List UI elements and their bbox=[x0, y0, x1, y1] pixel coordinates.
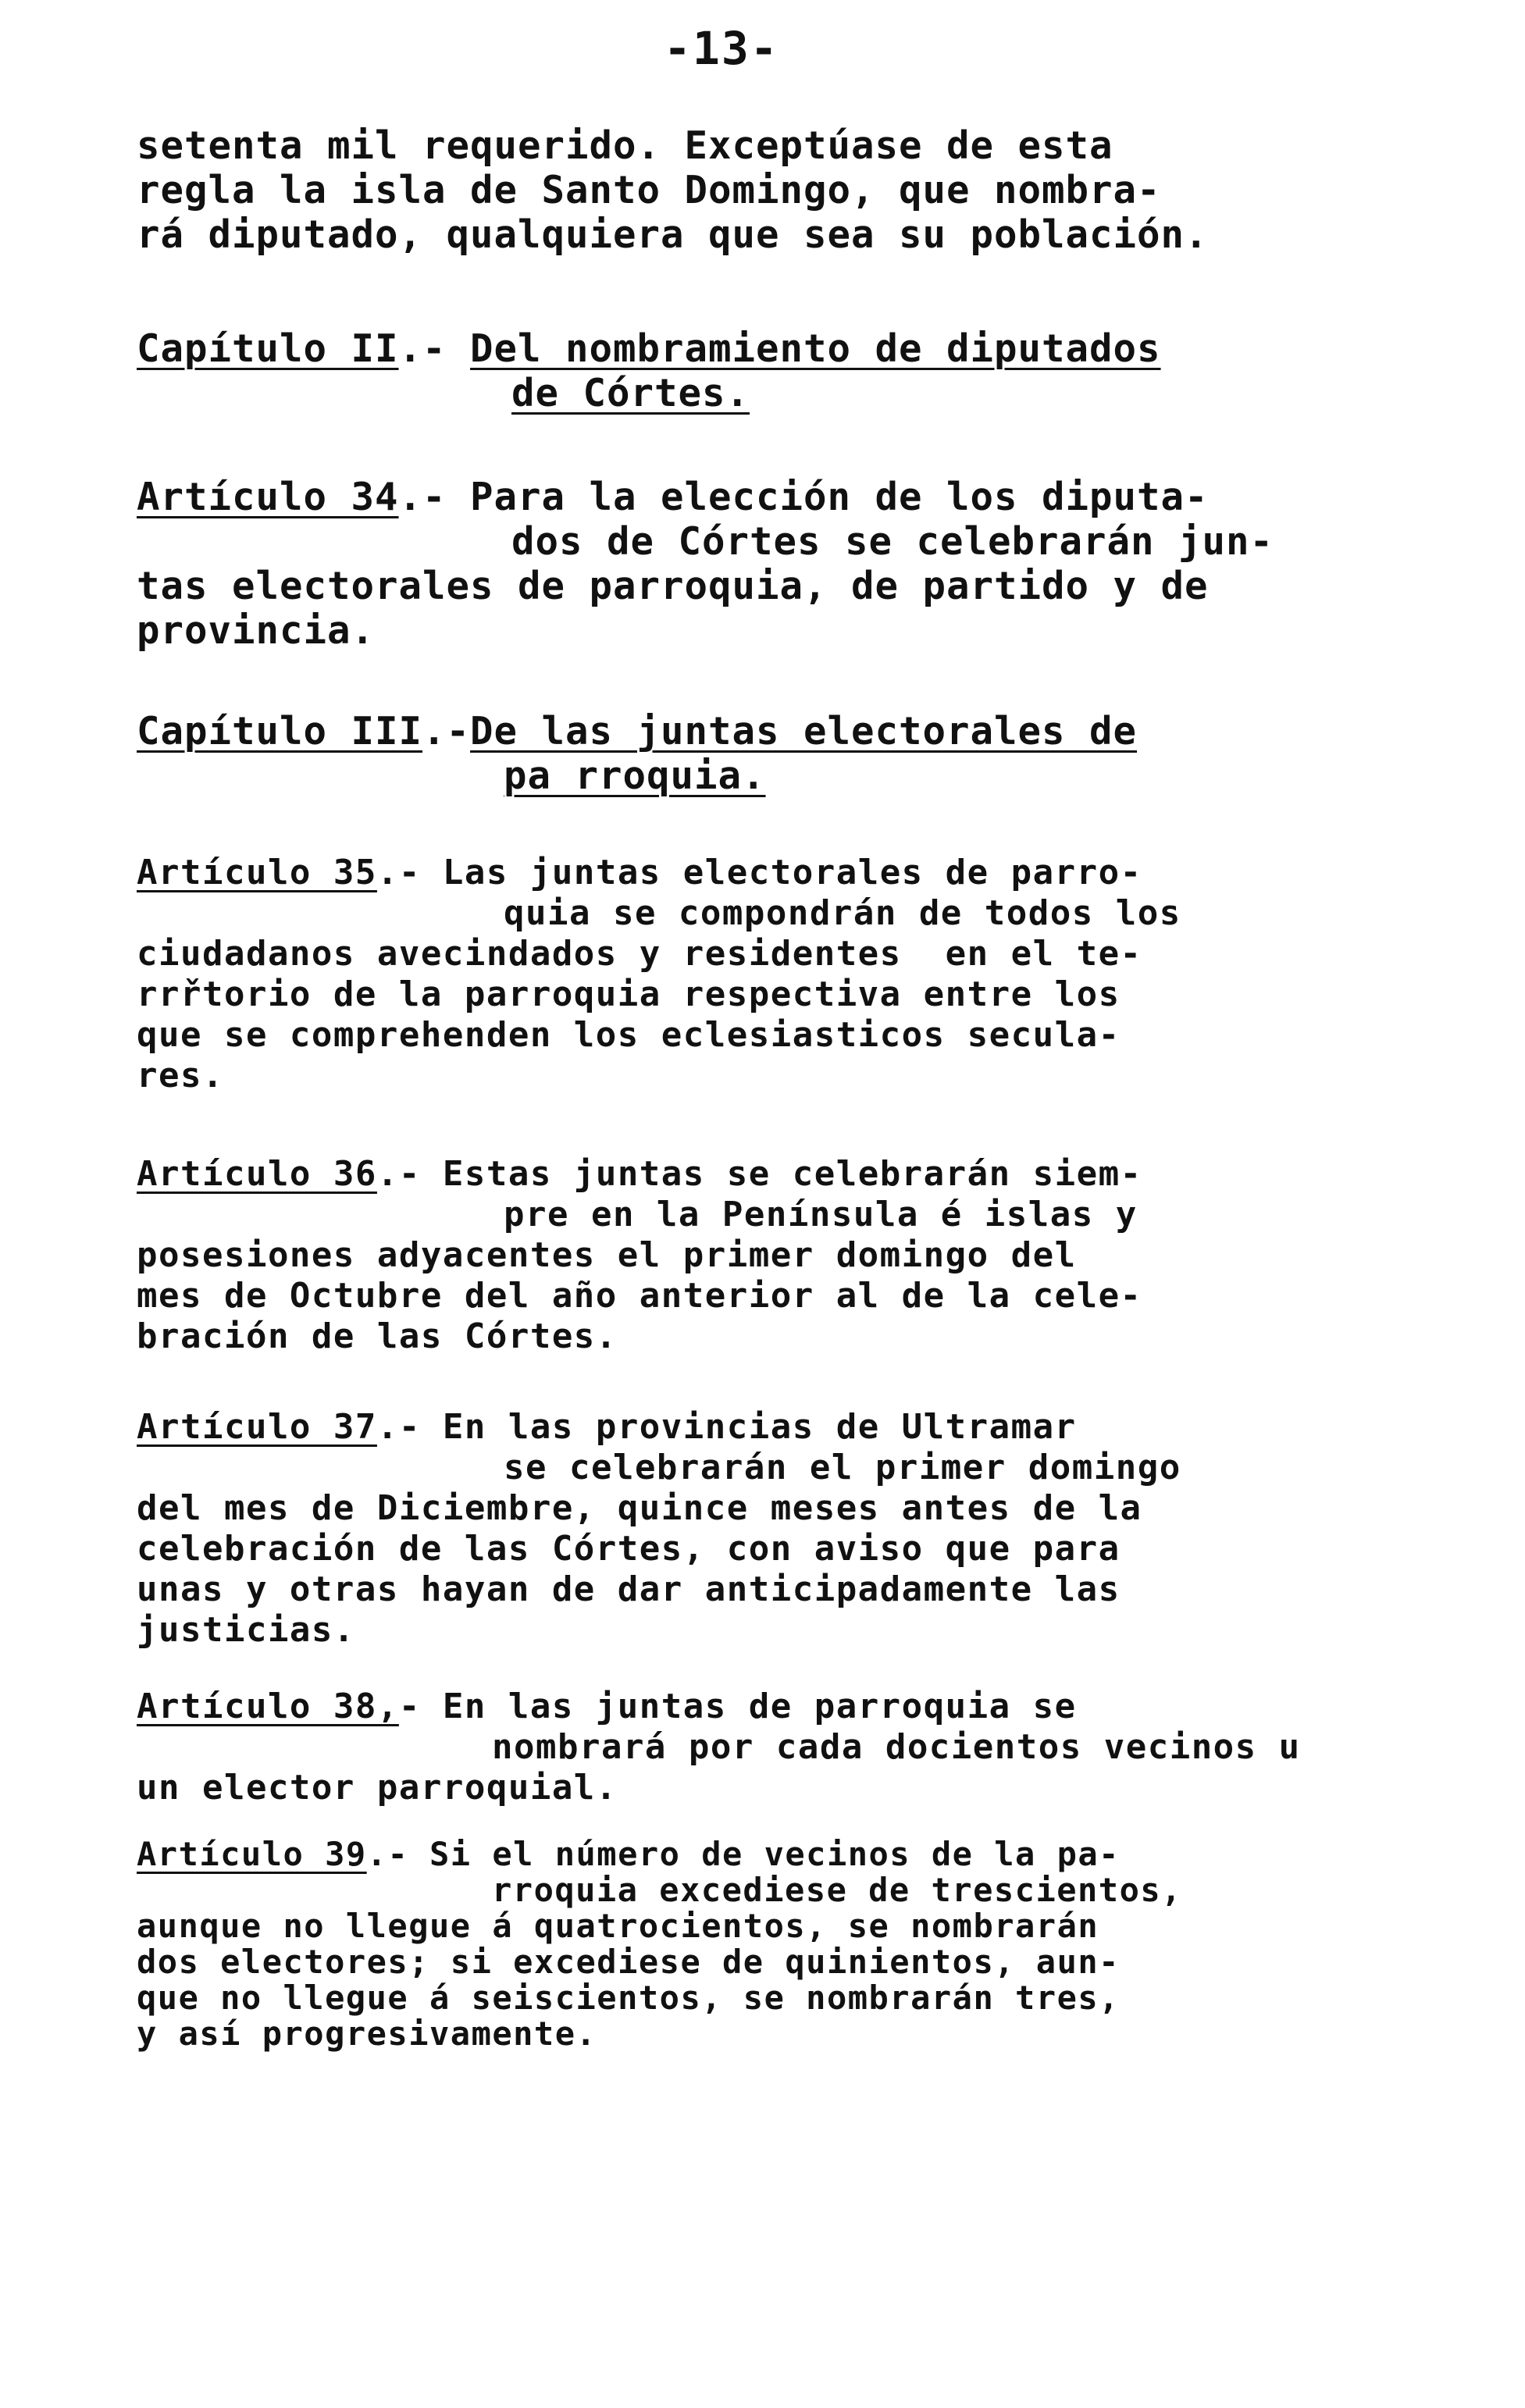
text-line: provincia. bbox=[137, 608, 376, 653]
article-38 bbox=[137, 1687, 1386, 1808]
intro-paragraph bbox=[137, 123, 1386, 257]
article-first-line bbox=[137, 475, 1386, 519]
page-number: -13- bbox=[664, 22, 779, 75]
article-text: Las juntas electorales de parro- bbox=[442, 853, 1142, 892]
article-first-line bbox=[137, 1407, 1386, 1448]
text-line: justicias. bbox=[137, 1610, 355, 1650]
article-37 bbox=[137, 1407, 1386, 1651]
article-label: Artículo 35 bbox=[137, 853, 377, 892]
article-first-line bbox=[137, 1836, 1386, 1872]
article-35 bbox=[137, 853, 1386, 1096]
article-separator: .- bbox=[376, 1154, 443, 1194]
article-label: Artículo 37 bbox=[137, 1407, 377, 1447]
text-line: mes de Octubre del año anterior al de la cele- bbox=[137, 1276, 1142, 1316]
article-separator: .- bbox=[366, 1835, 430, 1873]
text-line: un elector parroquial. bbox=[137, 1768, 618, 1808]
text-line: rroquia excediese de trescientos, bbox=[492, 1871, 1182, 1909]
chapter-separator: .- bbox=[398, 326, 471, 371]
chapter-title-continuation bbox=[137, 371, 1386, 415]
text-line: rrřtorio de la parroquia respectiva entre los bbox=[137, 974, 1121, 1014]
article-label: Artículo 38, bbox=[137, 1687, 399, 1726]
article-first-line bbox=[137, 1154, 1386, 1195]
chapter-label: Capítulo II bbox=[137, 326, 399, 371]
article-separator: .- bbox=[398, 475, 471, 519]
article-39 bbox=[137, 1836, 1386, 2052]
chapter-2-heading bbox=[137, 326, 1386, 415]
article-36 bbox=[137, 1154, 1386, 1357]
text-line: tas electorales de parroquia, de partido y de bbox=[137, 564, 1209, 608]
text-line: que se comprehenden los eclesiasticos secula- bbox=[137, 1015, 1121, 1055]
chapter-label: Capítulo III bbox=[137, 709, 423, 753]
article-text: En las provincias de Ultramar bbox=[442, 1407, 1077, 1447]
text-line: setenta mil requerido. Exceptúase de esta bbox=[137, 123, 1113, 168]
text-line: que no llegue á seiscientos, se nombrarán tres, bbox=[137, 1979, 1120, 2017]
article-text: Para la elección de los diputa- bbox=[470, 475, 1209, 519]
text-line: regla la isla de Santo Domingo, que nombra- bbox=[137, 168, 1161, 212]
article-first-line bbox=[137, 853, 1386, 893]
text-line: aunque no llegue á quatrocientos, se nombrarán bbox=[137, 1907, 1099, 1945]
article-separator: - bbox=[398, 1687, 443, 1726]
chapter-title-continuation bbox=[137, 753, 1386, 798]
text-line: se celebrarán el primer domingo bbox=[504, 1448, 1181, 1487]
chapter-title: Del nombramiento de diputados bbox=[470, 326, 1161, 371]
article-label: Artículo 34 bbox=[137, 475, 399, 519]
article-separator: .- bbox=[376, 1407, 443, 1447]
chapter-separator: .- bbox=[422, 709, 471, 753]
text-line: nombrará por cada docientos vecinos u bbox=[492, 1727, 1301, 1767]
article-label: Artículo 36 bbox=[137, 1154, 377, 1194]
article-text: Estas juntas se celebrarán siem- bbox=[442, 1154, 1142, 1194]
chapter-title: De las juntas electorales de bbox=[470, 709, 1138, 753]
text-line: ciudadanos avecindados y residentes en el te- bbox=[137, 934, 1142, 974]
text-line: rá diputado, qualquiera que sea su población. bbox=[137, 212, 1209, 257]
chapter-title: pa rroquia. bbox=[504, 753, 766, 798]
article-text: En las juntas de parroquia se bbox=[442, 1687, 1077, 1726]
text-line: quia se compondrán de todos los bbox=[504, 893, 1181, 933]
text-line: del mes de Diciembre, quince meses antes de la bbox=[137, 1488, 1142, 1528]
chapter-heading-line bbox=[137, 326, 1386, 371]
chapter-heading-line bbox=[137, 709, 1386, 753]
text-line: dos de Córtes se celebrarán jun- bbox=[511, 519, 1274, 564]
article-first-line bbox=[137, 1687, 1386, 1727]
article-text: Si el número de vecinos de la pa- bbox=[429, 1835, 1120, 1873]
text-line: celebración de las Córtes, con aviso que para bbox=[137, 1529, 1121, 1569]
text-line: pre en la Península é islas y bbox=[504, 1195, 1138, 1234]
text-line: res. bbox=[137, 1056, 224, 1095]
article-34 bbox=[137, 475, 1386, 653]
text-line: posesiones adyacentes el primer domingo del bbox=[137, 1235, 1077, 1275]
text-line: y así progresivamente. bbox=[137, 2014, 597, 2053]
chapter-title: de Córtes. bbox=[511, 371, 750, 415]
article-label: Artículo 39 bbox=[137, 1835, 367, 1873]
chapter-3-heading bbox=[137, 709, 1386, 798]
text-line: bración de las Córtes. bbox=[137, 1316, 618, 1356]
article-separator: .- bbox=[376, 853, 443, 892]
text-line: unas y otras hayan de dar anticipadamente las bbox=[137, 1569, 1121, 1609]
text-line: dos electores; si excediese de quinientos, aun- bbox=[137, 1943, 1120, 1981]
